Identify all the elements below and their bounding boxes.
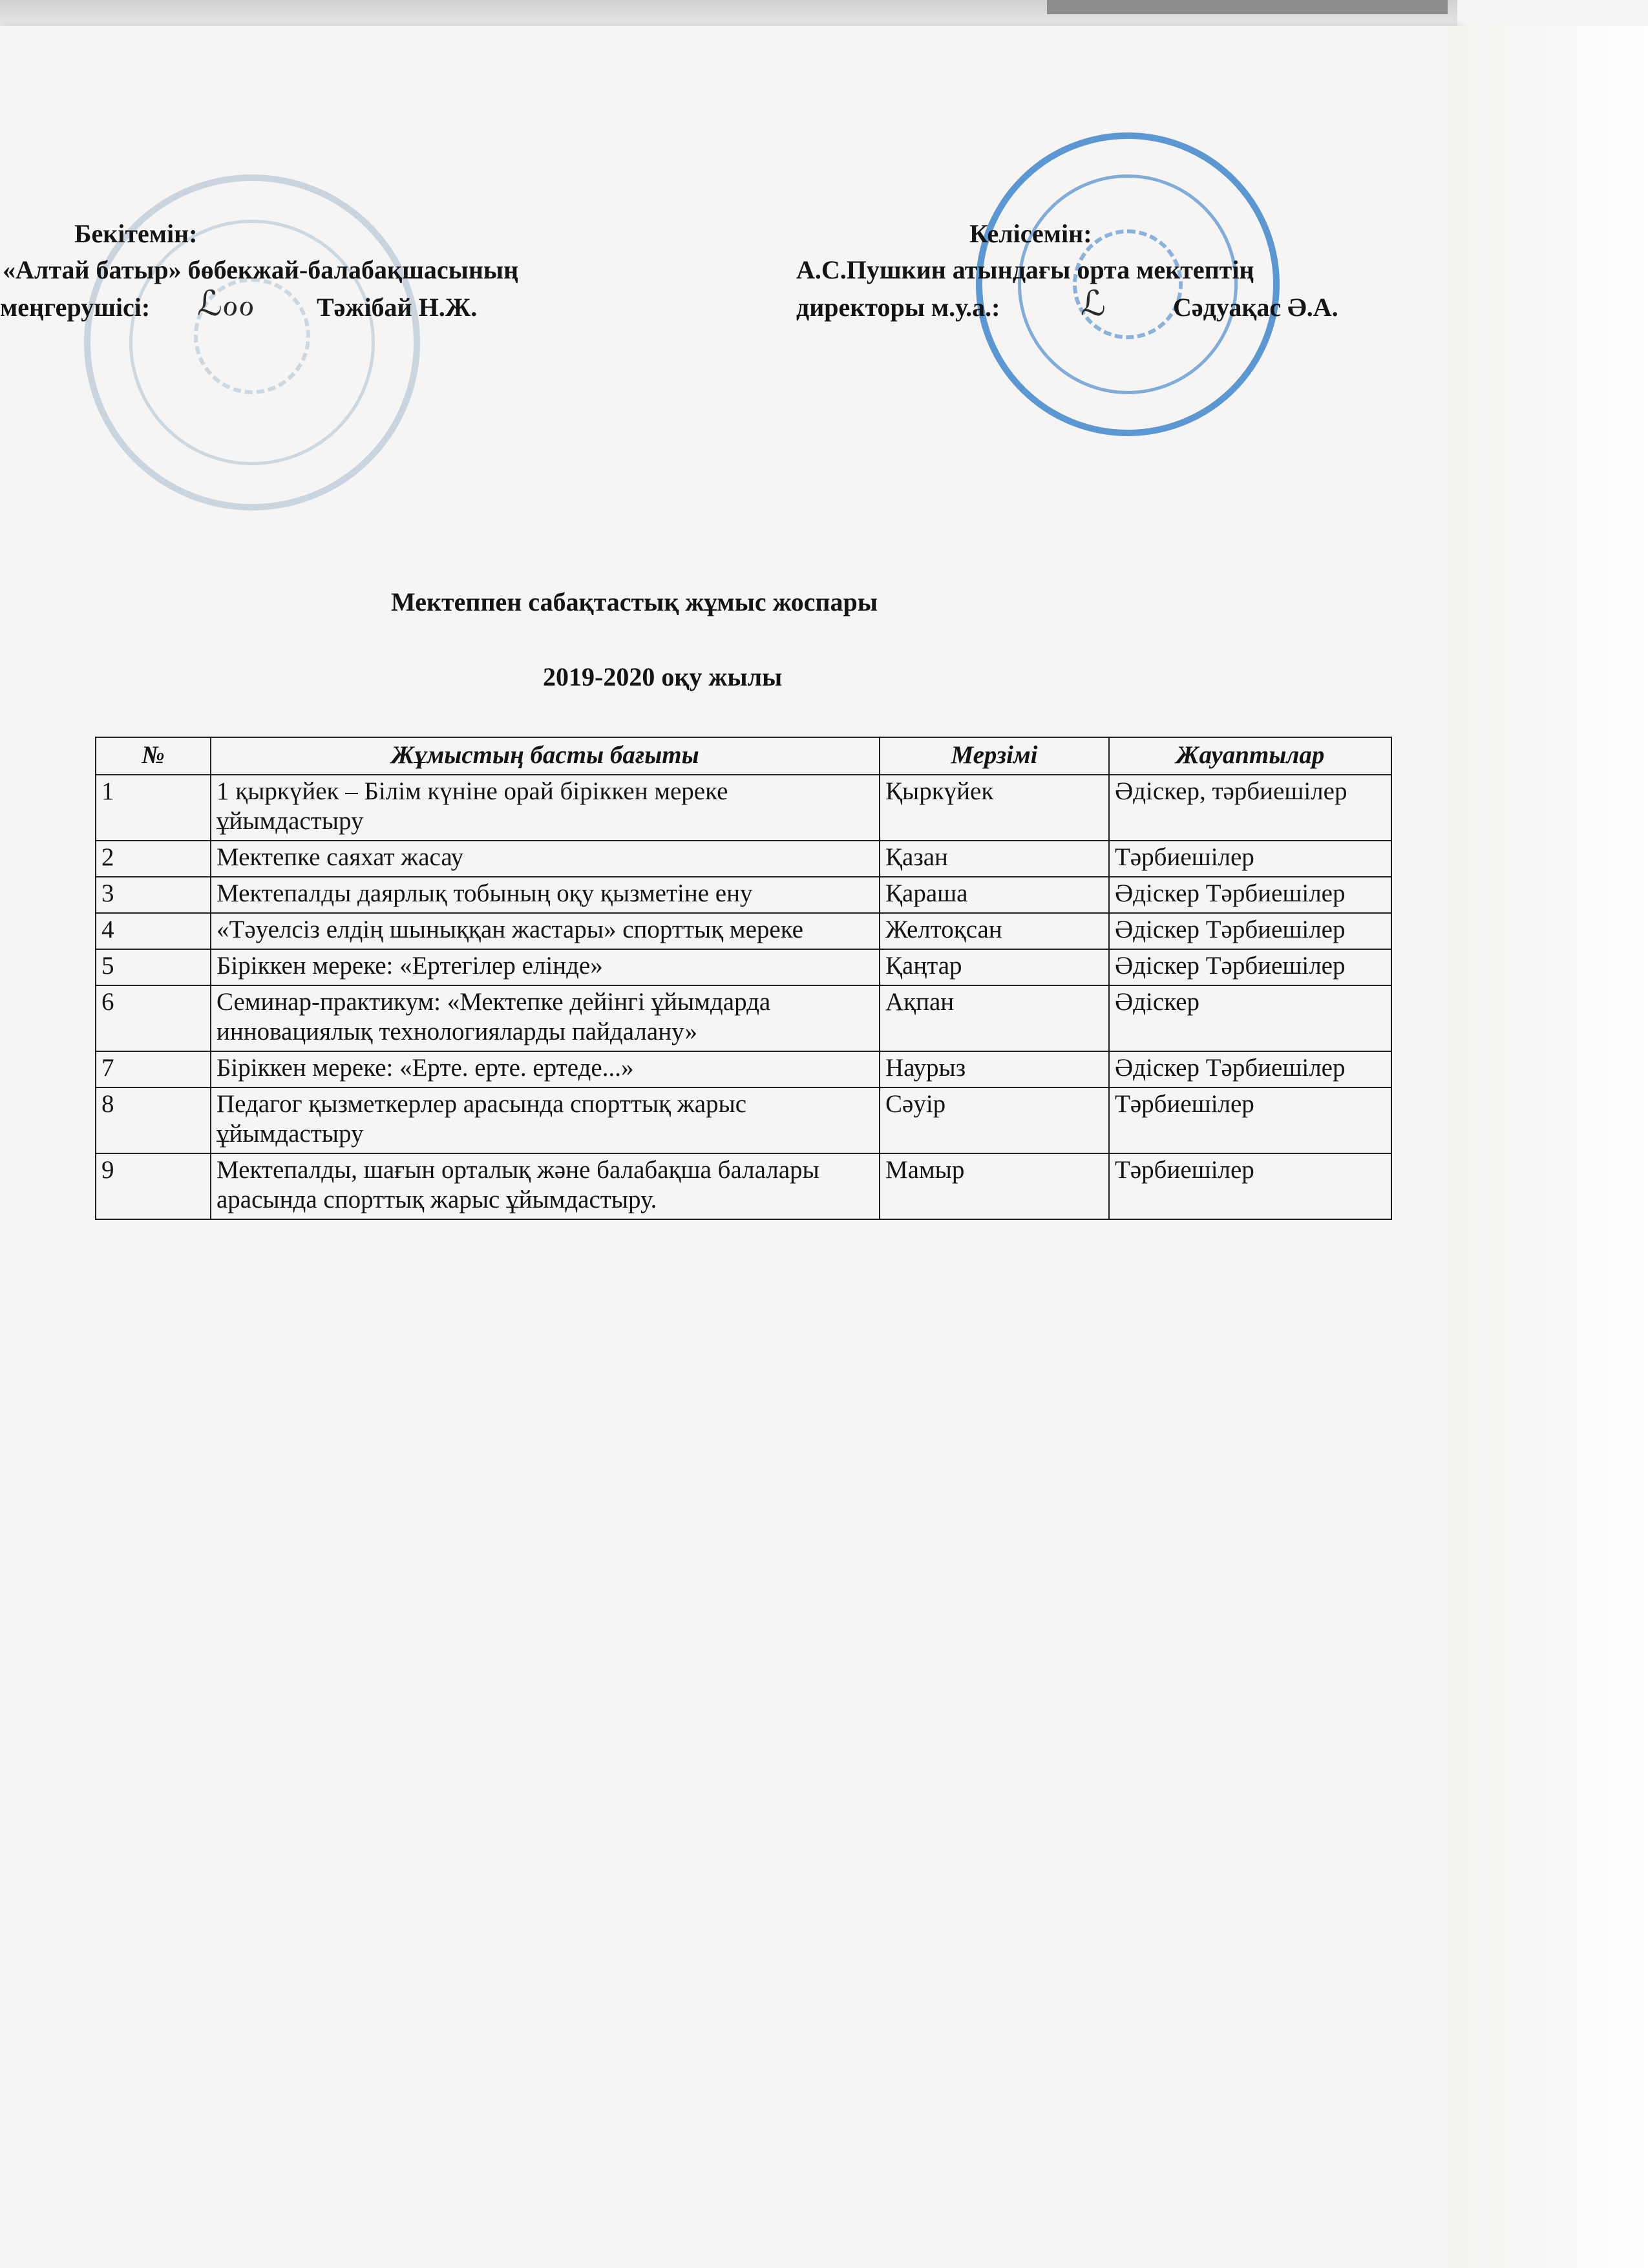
table-row	[96, 985, 1391, 1051]
cell-direction: Мектепке саяхат жасау	[211, 841, 880, 877]
cell-direction: 1 қыркүйек – Білім күніне орай біріккен мереке ұйымдастыру	[211, 775, 880, 841]
cell-responsible: Тәрбиешілер	[1109, 841, 1391, 877]
approval-left-org: «Алтай батыр» бөбекжай-балабақшасының	[3, 255, 519, 284]
cell-responsible: Әдіскер Тәрбиешілер	[1109, 913, 1391, 949]
cell-number: 4	[96, 913, 211, 949]
cell-number: 3	[96, 877, 211, 913]
signature-left: ℒℴℴ	[197, 283, 255, 324]
plan-table	[95, 737, 1392, 1220]
cell-term: Қаңтар	[880, 949, 1109, 985]
col-header-direction: Жұмыстың басты бағыты	[211, 737, 880, 775]
cell-direction: Педагог қызметкерлер арасында спорттық жарыс ұйымдастыру	[211, 1087, 880, 1153]
approval-left-position: меңгерушісі:	[0, 293, 151, 322]
signature-right: ℒ	[1081, 283, 1106, 324]
cell-number: 1	[96, 775, 211, 841]
scanner-edge-light	[1457, 0, 1648, 26]
cell-direction: «Тәуелсіз елдің шыныққан жастары» спорттық мереке	[211, 913, 880, 949]
approval-right-position: директоры м.у.а.:	[796, 293, 1000, 322]
cell-direction: Біріккен мереке: «Ертегілер елінде»	[211, 949, 880, 985]
cell-responsible: Тәрбиешілер	[1109, 1153, 1391, 1219]
table-row	[96, 1051, 1391, 1087]
cell-direction: Мектепалды даярлық тобының оқу қызметіне ену	[211, 877, 880, 913]
cell-responsible: Әдіскер Тәрбиешілер	[1109, 1051, 1391, 1087]
page-margin-right	[1448, 26, 1648, 2268]
cell-term: Мамыр	[880, 1153, 1109, 1219]
cell-term: Қыркүйек	[880, 775, 1109, 841]
col-header-term: Мерзімі	[880, 737, 1109, 775]
cell-term: Қазан	[880, 841, 1109, 877]
cell-direction: Мектепалды, шағын орталық және балабақша балалары арасында спорттық жарыс ұйымдастыру.	[211, 1153, 880, 1219]
approval-right-org: А.С.Пушкин атындағы орта мектептің	[796, 255, 1254, 284]
cell-responsible: Әдіскер	[1109, 985, 1391, 1051]
table-row	[96, 949, 1391, 985]
table-row	[96, 775, 1391, 841]
table-header-row	[96, 737, 1391, 775]
cell-term: Наурыз	[880, 1051, 1109, 1087]
col-header-number: №	[96, 737, 211, 775]
approval-right-name: Сәдуақас Ә.А.	[1173, 293, 1338, 322]
cell-direction: Біріккен мереке: «Ерте. ерте. ертеде...»	[211, 1051, 880, 1087]
cell-number: 7	[96, 1051, 211, 1087]
cell-term: Желтоқсан	[880, 913, 1109, 949]
scanner-top-strip	[0, 0, 1648, 26]
document-title: Мектеппен сабақтастық жұмыс жоспары	[391, 587, 878, 616]
col-header-responsible: Жауаптылар	[1109, 737, 1391, 775]
cell-responsible: Әдіскер Тәрбиешілер	[1109, 949, 1391, 985]
approval-right-heading: Келісемін:	[969, 219, 1092, 248]
table-row	[96, 1153, 1391, 1219]
table-row	[96, 841, 1391, 877]
cell-number: 6	[96, 985, 211, 1051]
approval-left-heading: Бекітемін:	[74, 219, 198, 248]
approval-left-name: Тәжібай Н.Ж.	[317, 293, 478, 322]
cell-responsible: Әдіскер Тәрбиешілер	[1109, 877, 1391, 913]
document-subtitle: 2019-2020 оқу жылы	[543, 662, 783, 691]
table-row	[96, 913, 1391, 949]
cell-term: Қараша	[880, 877, 1109, 913]
cell-number: 2	[96, 841, 211, 877]
cell-term: Ақпан	[880, 985, 1109, 1051]
cell-number: 5	[96, 949, 211, 985]
cell-number: 8	[96, 1087, 211, 1153]
table-row	[96, 877, 1391, 913]
cell-responsible: Тәрбиешілер	[1109, 1087, 1391, 1153]
cell-direction: Семинар-практикум: «Мектепке дейінгі ұйымдарда инновациялық технологияларды пайдалану»	[211, 985, 880, 1051]
cell-responsible: Әдіскер, тәрбиешілер	[1109, 775, 1391, 841]
scanner-edge	[1047, 0, 1448, 14]
table-row	[96, 1087, 1391, 1153]
cell-number: 9	[96, 1153, 211, 1219]
cell-term: Сәуір	[880, 1087, 1109, 1153]
